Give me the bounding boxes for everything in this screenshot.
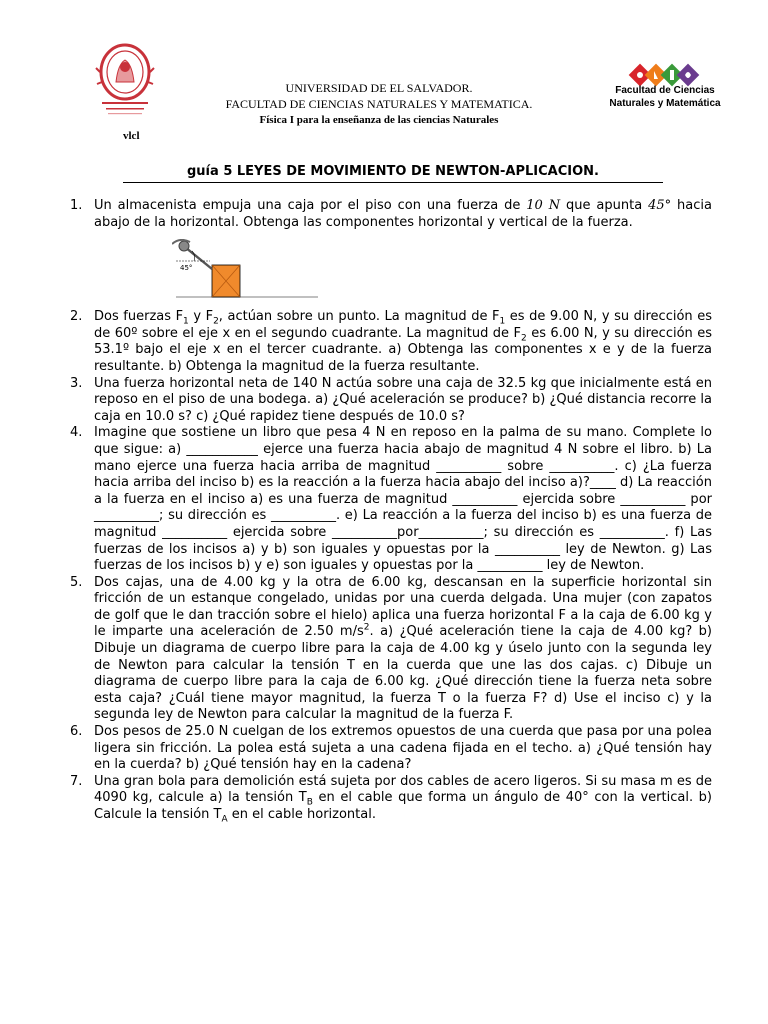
university-name: UNIVERSIDAD DE EL SALVADOR. bbox=[285, 81, 473, 95]
problem-5: 5. Dos cajas, una de 4.00 kg y la otra de 6.00 kg, descansan en la superficie horizontal sin fricción de un estanque congelado, unidas por una cuerda delgada. Una mujer (con zapatos de golf que le dan tracción sobre el hielo) aplica una fuerza horizontal F a la caja de 6.00 kg y le imparte una aceleración de 2.50 $m/s^2$. a) ¿Qué aceleración tiene la caja de 4.00 kg? b) Dibuje un diagrama de cuerpo libre para la caja de 4.00 kg y úselo junto con la segunda ley de Newton para calcular la tensión T en la cuerda que une las dos cajas. c) Dibuje un diagrama de cuerpo libre para la caja de 6.00 kg. ¿Qué dirección tiene la fuerza neta sobre esta caja? ¿Cuál tiene mayor magnitud, la fuerza T o la fuerza F? d) Use el inciso c) y la segunda ley de Newton para calcular la magnitud de la fuerza F. bbox=[70, 574, 713, 723]
faculty-logo-text: Facultad de Ciencias Naturales y Matemática bbox=[609, 85, 721, 109]
problem-4: 4. Imagine que sostiene un libro que pesa 4 N en reposo en la palma de su mano. Complete lo que sigue: a) ___________ ejerce una fuerza hacia abajo de magnitud 4 N sobre el libro. b) La mano ejerce una fuerza hacia arriba de magnitud __________ sobre __________. c) ¿La fuerza hacia arriba del inciso b) es la reacción a la fuerza hacia abajo del inciso a)?____ d) La reacción a la fuerza en el inciso a) es una fuerza de magnitud __________ ejercida sobre __________ por __________; su dirección es __________. e) La reacción a la fuerza del inciso b) es una fuerza de magnitud __________ ejercida sobre __________por__________; su dirección es __________. f) Las fuerzas de los incisos a) y b) son iguales y opuestas por la __________ ley de Newton. g) Las fuerzas de los incisos b) y e) son iguales y opuestas por la __________ ley de Newton. bbox=[70, 425, 712, 574]
push-box-figure bbox=[70, 231, 712, 309]
problem-7: 7. Una gran bola para demolición está sujeta por dos cables de acero ligeros. Si su masa m es de 4090 kg, calcule a) la tensión $T_B$ en el cable que forma un ángulo de 40° con la vertical. b) Calcule la tensión $T_A$ en el cable horizontal. bbox=[70, 773, 713, 825]
push-box-diagram bbox=[172, 239, 322, 311]
problem-3: 3. Una fuerza horizontal neta de 140 N actúa sobre una caja de 32.5 kg que inicialmente está en reposo en el piso de una bodega. a) ¿Qué aceleración se produce? b) ¿Qué distancia recorre la caja en 10.0 s? c) ¿Qué rapidez tiene después de 10.0 s? bbox=[70, 375, 712, 424]
document-header bbox=[190, 80, 568, 128]
problem-2: 2. Dos fuerzas $F_1$ y $F_2$, actúan sobre un punto. La magnitud de $F_1$ es de 9.00 N, y su dirección es de 60º sobre el eje x en el segundo cuadrante. La magnitud de $F_2$ es 6.00 N, y su dirección es 53.1º bajo el eje x en el tercer cuadrante. a) Obtenga las componentes x e y de la fuerza resultante. b) Obtenga la magnitud de la fuerza resultante. bbox=[70, 309, 713, 374]
problem-1: 1. Un almacenista empuja una caja por el piso con una fuerza de 10 N que apunta 45° hacia abajo de la horizontal. Obtenga las componentes horizontal y vertical de la fuerza. bbox=[70, 198, 712, 230]
course-name: Física I para la enseñanza de las ciencias Naturales bbox=[259, 114, 499, 126]
author-initials: vlcl bbox=[123, 130, 140, 142]
problem-list bbox=[70, 198, 712, 824]
faculty-name: FACULTAD DE CIENCIAS NATURALES Y MATEMATICA. bbox=[225, 97, 533, 111]
guide-title: guía 5 LEYES DE MOVIMIENTO DE NEWTON-APLICACION. bbox=[123, 164, 663, 183]
angle-label: 45° bbox=[180, 264, 193, 273]
university-seal-logo bbox=[94, 42, 156, 120]
problem-6: 6. Dos pesos de 25.0 N cuelgan de los extremos opuestos de una cuerda que pasa por una polea ligera sin fricción. La polea está sujeta a una cadena fijada en el techo. a) ¿Qué tensión hay en la cuerda? b) ¿Qué tensión hay en la cadena? bbox=[70, 724, 712, 773]
